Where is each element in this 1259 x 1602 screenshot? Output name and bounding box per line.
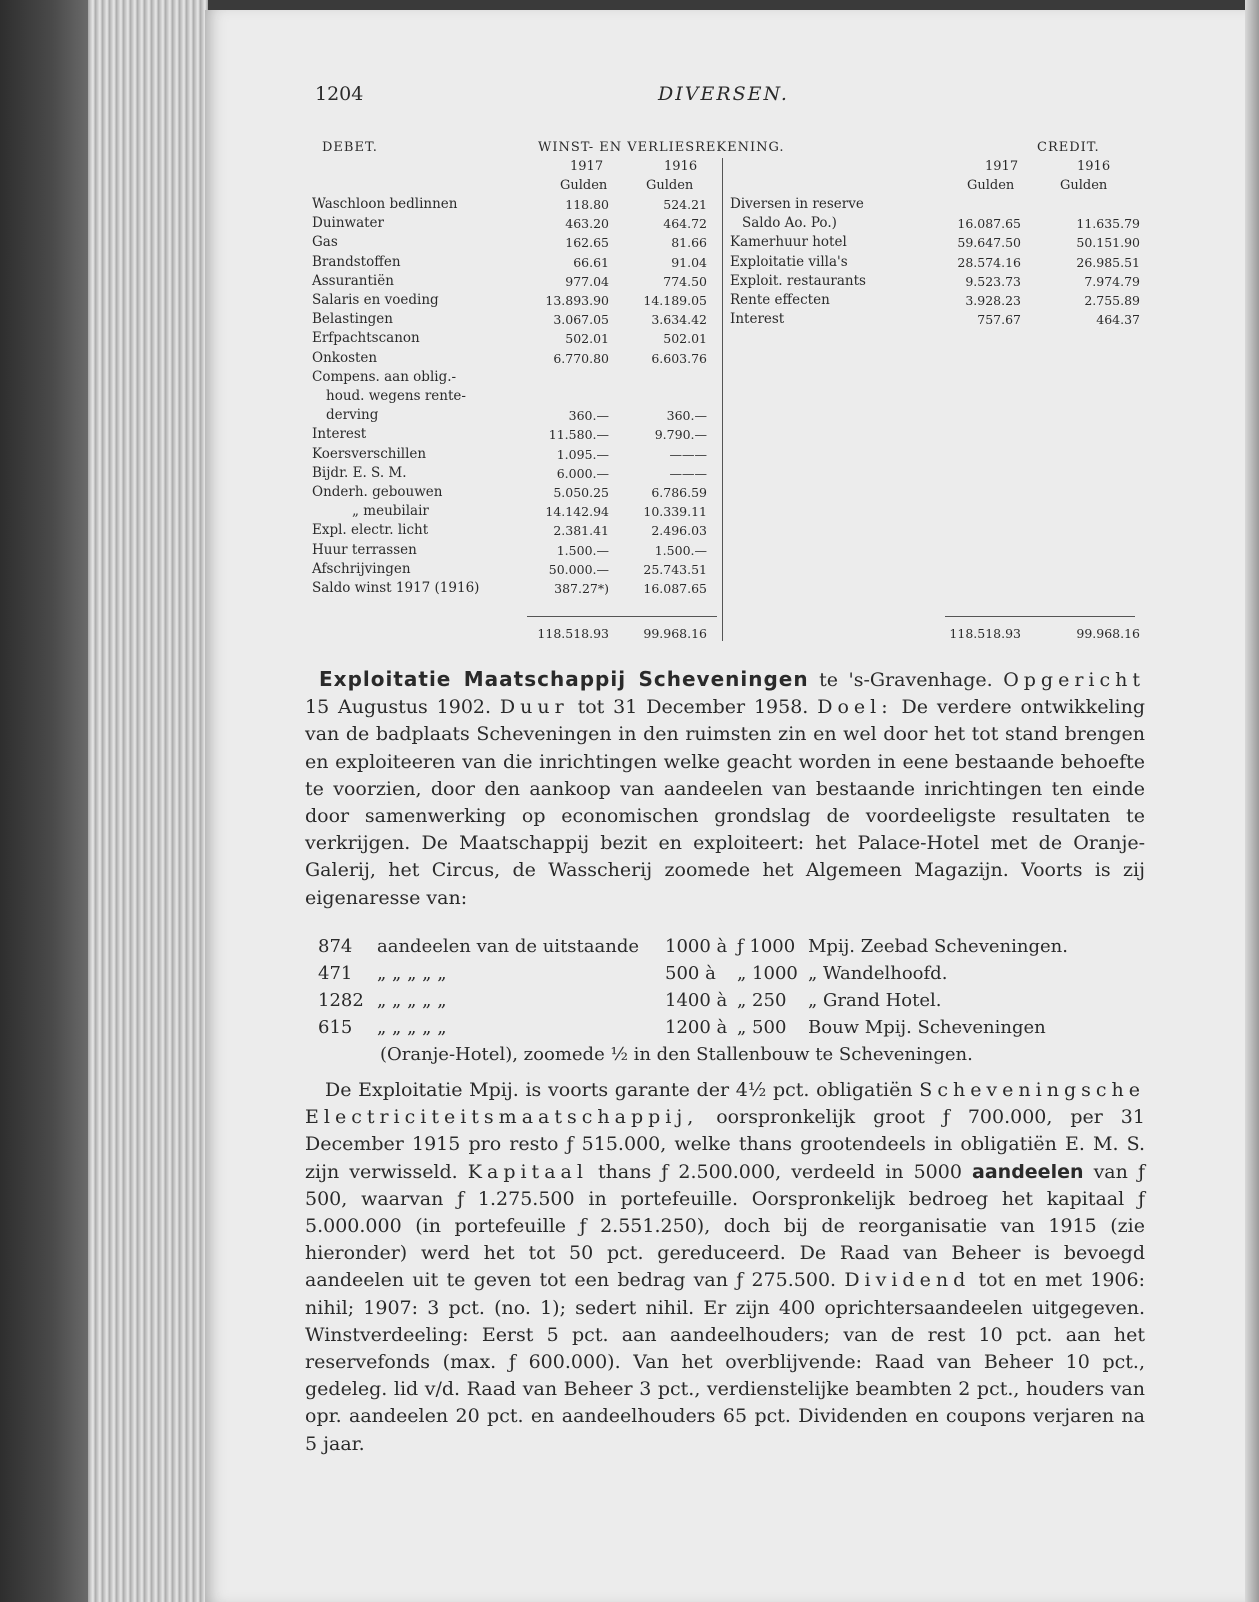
debit-row-1916: 81.66	[671, 235, 707, 251]
credit-year-1916: 1916	[1077, 159, 1111, 174]
credit-row-1916: 2.755.89	[1084, 293, 1140, 308]
debit-row-1917: 2.381.41	[553, 523, 609, 539]
debit-row-label: Assurantiën	[312, 272, 394, 289]
debit-row-label: Waschloon bedlinnen	[312, 196, 458, 212]
page-number: 1204	[315, 83, 364, 105]
debit-row-1917: 118.80	[565, 197, 609, 212]
credit-row-label: Exploit. restaurants	[730, 272, 866, 289]
debit-row-1917: 13.893.90	[545, 293, 609, 308]
holding-ditto: aandeelen van de uitstaande	[377, 936, 640, 957]
debit-currency-1916: Gulden	[646, 178, 694, 193]
debit-row-1917: 6.000.—	[556, 465, 609, 481]
aandeelen-label: aandeelen	[972, 1160, 1084, 1183]
holding-ditto: „ „ „ „ „	[377, 1017, 447, 1038]
credit-currency-1917: Gulden	[967, 178, 1015, 193]
holding-issued: 1200 à	[665, 1017, 728, 1038]
debit-row-1916: 502.01	[663, 331, 707, 347]
credit-row-label: Rente effecten	[730, 292, 830, 308]
debit-row-label: Compens. aan oblig.-	[312, 368, 457, 385]
guarantee-details: oorspronkelijk groot ƒ 700.000, per 31 December 1915 pro resto ƒ 515.000, welke thans grootendeels in obligatiën E. M. S. zijn verwisseld.	[305, 1106, 1145, 1183]
debit-row-label: derving	[326, 407, 379, 424]
credit-row-1917: 757.67	[977, 312, 1021, 328]
debit-row-1917: 1.095.—	[556, 446, 609, 462]
credit-total-rule	[945, 616, 1135, 617]
holdings-continuation: (Oranje-Hotel), zoomede ½ in den Stallenbouw te Scheveningen.	[380, 1044, 973, 1065]
credit-row-1916: 50.151.90	[1076, 235, 1140, 251]
holding-company: „ Wandelhoofd.	[808, 963, 948, 984]
holding-count: 615	[318, 1017, 353, 1038]
debit-row-1916: 2.496.03	[651, 523, 707, 539]
holding-issued: 1000 à	[665, 936, 728, 957]
credit-year-1917: 1917	[985, 159, 1019, 174]
debit-row-1916: 9.790.—	[654, 427, 707, 443]
debit-row-1916: ———	[669, 446, 707, 462]
debit-year-1916: 1916	[664, 159, 698, 174]
holding-nominal: „ 500	[737, 1017, 787, 1038]
doel-text: De verdere ontwikkeling van de badplaats Scheveningen in den ruimsten zin en wel door het tot stand brengen en exploiteeren van die inrichtingen welke geacht worden in eene bestaande behoefte te voorzien, door den aankoop van aandeelen van bestaande inrichtingen ten einde door samenwerking op economischen grondslag de voordeeligste resultaten te verkrijgen. De Maatschappij bezit en exploiteert: het Palace-Hotel met de Oranje-Galerij, het Circus, de Wasscherij zoomede het Algemeen Magazijn. Voorts is zij eigenaresse van:	[305, 696, 1145, 909]
book-spine-shadow	[0, 0, 88, 1602]
debit-row-1917: 360.—	[568, 408, 609, 424]
holding-issued: 1400 à	[665, 990, 728, 1011]
debit-currency-1917: Gulden	[560, 178, 608, 193]
credit-row-1917: 28.574.16	[957, 254, 1021, 270]
running-head: DIVERSEN.	[658, 83, 789, 105]
debit-row-label: Brandstoffen	[312, 253, 401, 270]
opgericht-value: 15 Augustus 1902.	[305, 696, 492, 719]
holding-nominal: „ 250	[737, 990, 787, 1011]
debit-row-label: Duinwater	[312, 215, 385, 232]
column-divider	[722, 158, 723, 641]
article-paragraph-2	[305, 1077, 1145, 1458]
debit-row-label: Gas	[312, 234, 338, 251]
guarantee-company: Scheveningsche Electriciteitsmaatschappij,	[305, 1079, 1145, 1129]
credit-row-label: Diversen in reserve	[730, 196, 864, 212]
debit-total-1916: 99.968.16	[643, 626, 707, 641]
debit-total-rule	[527, 616, 717, 617]
debit-row-label: Onderh. gebouwen	[312, 484, 443, 500]
debit-row-label: Salaris en voeding	[312, 292, 439, 308]
debit-row-1917: 387.27*)	[554, 581, 609, 596]
debit-row-1916: 16.087.65	[643, 581, 707, 596]
credit-currency-1916: Gulden	[1060, 178, 1108, 193]
credit-row-label: Exploitatie villa's	[730, 253, 848, 270]
holding-count: 874	[318, 936, 353, 957]
page-right-edge	[1245, 0, 1259, 1602]
debit-row-1916: 774.50	[663, 273, 707, 289]
kapitaal-label: Kapitaal	[467, 1160, 588, 1183]
credit-row-1916: 11.635.79	[1076, 216, 1140, 232]
credit-total-1916: 99.968.16	[1076, 626, 1140, 641]
debit-row-label: Interest	[312, 426, 367, 443]
holding-ditto: „ „ „ „ „	[377, 963, 447, 984]
debit-row-1916: 91.04	[671, 254, 707, 270]
debit-row-1917: 5.050.25	[553, 485, 609, 500]
debit-row-1916: 6.603.76	[651, 350, 707, 366]
credit-label: CREDIT.	[1037, 140, 1100, 155]
debit-total-1917: 118.518.93	[537, 626, 609, 641]
debit-row-1916: 3.634.42	[651, 312, 707, 328]
debit-row-label: Saldo winst 1917 (1916)	[312, 580, 480, 596]
debit-row-label: Koersverschillen	[312, 445, 427, 462]
credit-row-label: Interest	[730, 311, 785, 328]
credit-row-1917: 3.928.23	[965, 293, 1021, 308]
debit-row-label: Expl. electr. licht	[312, 522, 429, 539]
credit-row-1917: 9.523.73	[965, 273, 1021, 289]
debit-row-1916: 360.—	[666, 408, 707, 424]
holding-count: 1282	[318, 990, 364, 1011]
debit-row-1917: 162.65	[565, 235, 609, 251]
statement-title: WINST- EN VERLIESREKENING.	[538, 140, 785, 155]
credit-row-1916: 464.37	[1096, 312, 1140, 328]
holding-company: Mpij. Zeebad Scheveningen.	[808, 936, 1068, 957]
debet-label: DEBET.	[322, 140, 378, 155]
debit-row-1917: 3.067.05	[553, 312, 609, 328]
debit-row-1916: 524.21	[663, 197, 707, 212]
debit-row-label: Huur terrassen	[312, 541, 417, 558]
credit-row-label: Kamerhuur hotel	[730, 234, 847, 251]
debit-row-label: Erfpachtscanon	[312, 330, 420, 347]
debit-row-1917: 50.000.—	[548, 561, 609, 577]
company-name: Exploitatie Maatschappij Scheveningen	[319, 667, 809, 691]
holding-nominal: ƒ 1000	[737, 936, 796, 957]
debit-row-1916: 25.743.51	[643, 561, 707, 577]
company-location: te 's-Gravenhage.	[819, 669, 993, 691]
holding-ditto: „ „ „ „ „	[377, 990, 447, 1011]
kapitaal-text-2: van ƒ 500, waarvan ƒ 1.275.500 in portefeuille. Oorspronkelijk bedroeg het kapitaal ƒ 5.000.000 (in portefeuille ƒ 2.551.250), doch bij de reorganisatie van 1915 (zie hieronder) werd het tot 50 pct. gereduceerd. De Raad van Beheer is bevoegd aandeelen uit te geven tot een bedrag van ƒ 275.500.	[305, 1160, 1145, 1292]
debit-row-1916: 10.339.11	[643, 504, 707, 520]
debit-row-label: Onkosten	[312, 349, 378, 366]
debit-row-label: Belastingen	[312, 311, 393, 328]
book-page-edges	[88, 0, 208, 1602]
debit-row-1917: 977.04	[565, 273, 609, 289]
opgericht-label: Opgericht	[1003, 669, 1146, 691]
guarantee-intro: De Exploitatie Mpij. is voorts garante der 4½ pct. obligatiën	[325, 1079, 913, 1101]
debit-row-1917: 463.20	[565, 216, 609, 232]
credit-row-1917: 59.647.50	[957, 235, 1021, 251]
holding-issued: 500 à	[665, 963, 716, 984]
debit-row-1917: 14.142.94	[545, 504, 609, 520]
debit-row-label: houd. wegens rente-	[326, 388, 466, 404]
dividend-label: Dividend	[844, 1269, 971, 1292]
debit-row-label: Bijdr. E. S. M.	[312, 464, 407, 481]
debit-row-label: Afschrijvingen	[312, 560, 411, 577]
credit-total-1917: 118.518.93	[949, 626, 1021, 641]
debit-row-1916: 1.500.—	[654, 542, 707, 558]
debit-row-1916: 464.72	[663, 216, 707, 232]
article-paragraph-1	[305, 666, 1145, 912]
credit-row-label: Saldo Ao. Po.)	[742, 215, 837, 232]
kapitaal-text-1: thans ƒ 2.500.000, verdeeld in 5000	[598, 1160, 962, 1183]
debit-row-1917: 6.770.80	[553, 350, 609, 366]
credit-row-1916: 7.974.79	[1084, 273, 1140, 289]
debit-row-1917: 1.500.—	[556, 542, 609, 558]
doel-label: Doel:	[817, 696, 893, 719]
duur-value: tot 31 December 1958.	[577, 696, 809, 719]
credit-row-1916: 26.985.51	[1076, 254, 1140, 270]
debit-row-1917: 11.580.—	[548, 427, 609, 443]
dividend-text: tot en met 1906: nihil; 1907: 3 pct. (no. 1); sedert nihil. Er zijn 400 oprichtersaandeelen uitgegeven. Winstverdeeling: Eerst 5 pct. aan aandeelhouders; van de rest 10 pct. aan het reservefonds (max. ƒ 600.000). Van het overblijvende: Raad van Beheer 10 pct., gedeleg. lid v/d. Raad van Beheer 3 pct., verdienstelijke beambten 2 pct., houders van opr. aandeelen 20 pct. en aandeelhouders 65 pct. Dividenden en coupons verjaren na 5 jaar.	[305, 1269, 1145, 1455]
holding-count: 471	[318, 963, 353, 984]
debit-row-1916: 14.189.05	[643, 293, 707, 308]
debit-row-1917: 502.01	[565, 331, 609, 347]
duur-label: Duur	[499, 696, 569, 719]
debit-year-1917: 1917	[570, 159, 604, 174]
holding-company: Bouw Mpij. Scheveningen	[808, 1017, 1046, 1038]
credit-row-1917: 16.087.65	[957, 216, 1021, 232]
debit-row-label: „ meubilair	[352, 503, 429, 520]
debit-row-1917: 66.61	[573, 254, 609, 270]
debit-row-1916: 6.786.59	[651, 485, 707, 500]
holding-nominal: „ 1000	[737, 963, 798, 984]
holding-company: „ Grand Hotel.	[808, 990, 942, 1011]
debit-row-1916: ———	[669, 465, 707, 481]
